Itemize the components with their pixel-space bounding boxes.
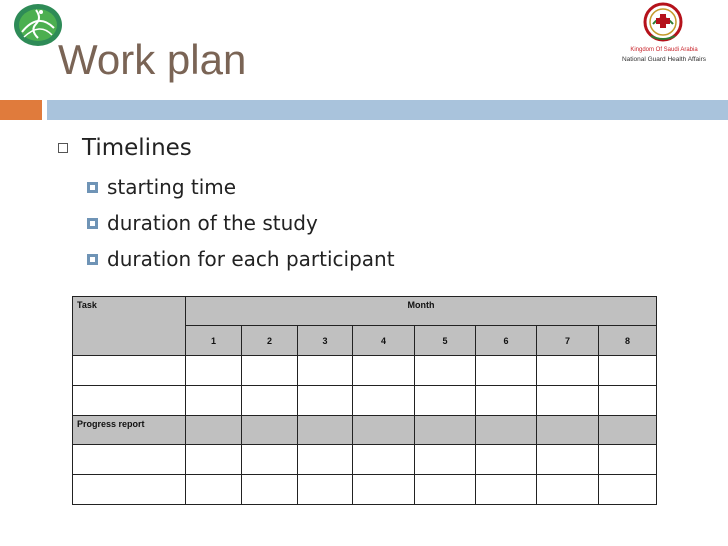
square-bullet-icon bbox=[87, 218, 98, 229]
table-cell bbox=[353, 445, 415, 475]
month-cell: 7 bbox=[537, 326, 599, 356]
table-cell bbox=[599, 356, 657, 386]
table-cell bbox=[476, 445, 537, 475]
table-cell bbox=[599, 445, 657, 475]
accent-bar-orange bbox=[0, 100, 42, 120]
square-bullet-icon bbox=[87, 254, 98, 265]
ngha-emblem-icon bbox=[639, 2, 687, 44]
table-cell bbox=[476, 416, 537, 445]
bullet-text: duration for each participant bbox=[107, 247, 395, 271]
table-cell bbox=[73, 475, 186, 505]
table-cell bbox=[476, 386, 537, 416]
table-cell bbox=[537, 356, 599, 386]
table-cell bbox=[599, 386, 657, 416]
table-cell bbox=[415, 356, 476, 386]
accent-bar-blue bbox=[47, 100, 728, 120]
progress-report-label: Progress report bbox=[73, 416, 186, 445]
month-cell: 4 bbox=[353, 326, 415, 356]
table-cell bbox=[186, 445, 242, 475]
table-cell bbox=[353, 386, 415, 416]
table-cell bbox=[73, 445, 186, 475]
table-cell bbox=[353, 416, 415, 445]
table-cell bbox=[415, 475, 476, 505]
table-row bbox=[73, 416, 657, 445]
slide-title: Work plan bbox=[58, 36, 247, 83]
month-cell: 1 bbox=[186, 326, 242, 356]
table-row bbox=[73, 297, 657, 326]
table-cell bbox=[353, 356, 415, 386]
month-header: Month bbox=[186, 297, 657, 326]
table-cell bbox=[242, 356, 298, 386]
month-cell: 6 bbox=[476, 326, 537, 356]
ngha-logo bbox=[612, 2, 716, 66]
table-cell bbox=[415, 386, 476, 416]
table-cell bbox=[476, 475, 537, 505]
task-header: Task bbox=[73, 297, 186, 356]
bullet-duration-participant bbox=[87, 245, 395, 273]
table-row bbox=[73, 356, 657, 386]
table-row bbox=[73, 445, 657, 475]
table-row bbox=[73, 386, 657, 416]
table-cell bbox=[186, 475, 242, 505]
work-plan-table bbox=[72, 296, 657, 505]
table-cell bbox=[186, 356, 242, 386]
table-cell bbox=[298, 416, 353, 445]
bullet-starting-time bbox=[87, 173, 236, 201]
table-cell bbox=[298, 445, 353, 475]
table-cell bbox=[599, 416, 657, 445]
logo-line-ngha: National Guard Health Affairs bbox=[621, 56, 707, 63]
table-cell bbox=[242, 386, 298, 416]
table-row bbox=[73, 475, 657, 505]
table-cell bbox=[73, 386, 186, 416]
bullet-timelines bbox=[58, 133, 192, 163]
table-cell bbox=[186, 416, 242, 445]
table-cell bbox=[242, 445, 298, 475]
table-cell bbox=[415, 416, 476, 445]
table-cell bbox=[599, 475, 657, 505]
month-cell: 3 bbox=[298, 326, 353, 356]
hollow-square-bullet-icon bbox=[58, 143, 68, 153]
month-cell: 5 bbox=[415, 326, 476, 356]
table-cell bbox=[298, 475, 353, 505]
bullet-duration-study bbox=[87, 209, 318, 237]
table-cell bbox=[186, 386, 242, 416]
table-cell bbox=[353, 475, 415, 505]
table-cell bbox=[242, 416, 298, 445]
table-cell bbox=[298, 356, 353, 386]
table-cell bbox=[415, 445, 476, 475]
month-cell: 8 bbox=[599, 326, 657, 356]
logo-line-kingdom: Kingdom Of Saudi Arabia bbox=[630, 47, 698, 53]
table-cell bbox=[476, 356, 537, 386]
square-bullet-icon bbox=[87, 182, 98, 193]
bullet-text: starting time bbox=[107, 175, 237, 199]
table-cell bbox=[537, 445, 599, 475]
bullet-text: duration of the study bbox=[107, 211, 318, 235]
table-cell bbox=[73, 356, 186, 386]
table-cell bbox=[537, 475, 599, 505]
table-cell bbox=[537, 416, 599, 445]
month-cell: 2 bbox=[242, 326, 298, 356]
table-cell bbox=[537, 386, 599, 416]
table-cell bbox=[242, 475, 298, 505]
table-cell bbox=[298, 386, 353, 416]
bullet-text: Timelines bbox=[82, 135, 192, 161]
left-logo-icon bbox=[12, 2, 64, 48]
